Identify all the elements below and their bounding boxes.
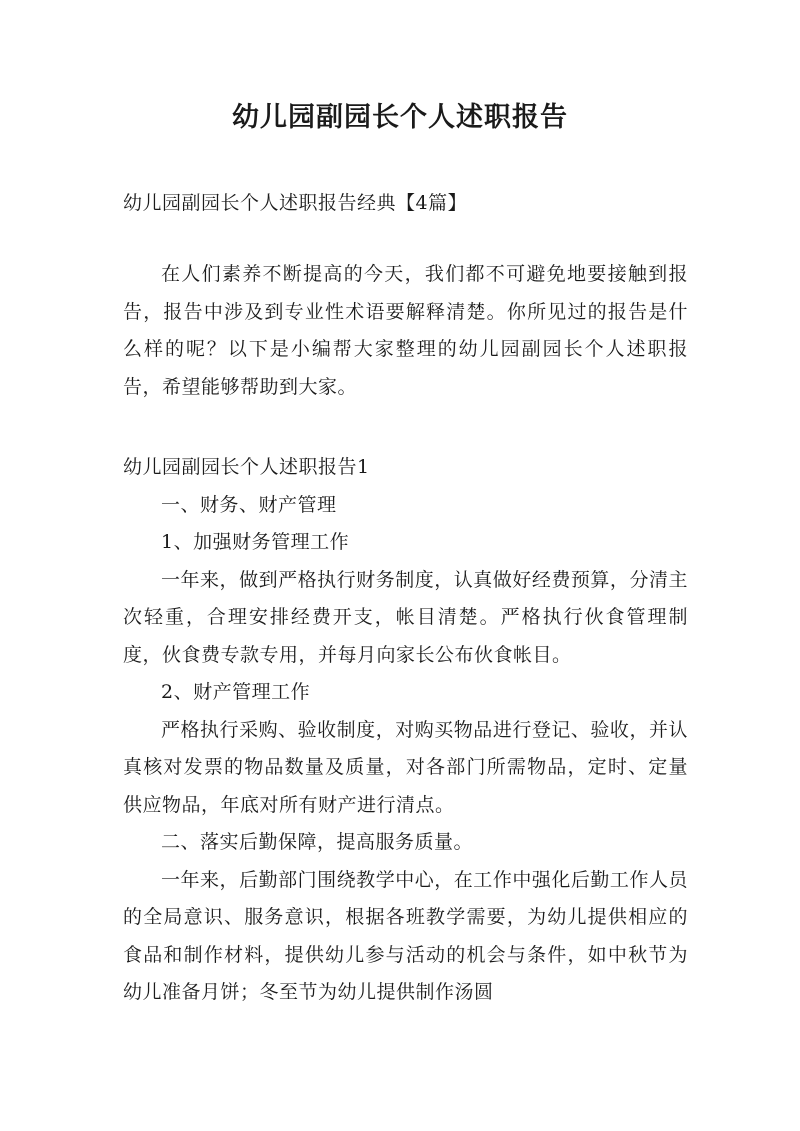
- subheading-finance-management: 1、加强财务管理工作: [161, 531, 350, 553]
- intro-paragraph: 在人们素养不断提高的今天，我们都不可避免地要接触到报告，报告中涉及到专业性术语要解释清楚。你所见过的报告是什么样的呢？以下是小编帮大家整理的幼儿园副园长个人述职报告，希望能够帮助到大家。: [123, 263, 688, 398]
- paragraph-finance-management: 一年来，做到严格执行财务制度，认真做好经费预算，分清主次轻重，合理安排经费开支，帐目清楚。严格执行伙食管理制度，伙食费专款专用，并每月向家长公布伙食帐目。: [123, 568, 688, 666]
- paragraph-logistics: 一年来，后勤部门围绕教学中心，在工作中强化后勤工作人员的全局意识、服务意识，根据各班教学需要，为幼儿提供相应的食品和制作材料，提供幼儿参与活动的机会与条件，如中秋节为幼儿准备月饼；冬至节为幼儿提供制作汤圆: [123, 868, 688, 1003]
- document-subtitle: 幼儿园副园长个人述职报告经典【4篇】: [123, 192, 468, 214]
- report-section-1: [123, 449, 688, 1012]
- heading-finance: 一、财务、财产管理: [161, 493, 337, 516]
- paragraph-property-management: 严格执行采购、验收制度，对购买物品进行登记、验收，并认真核对发票的物品数量及质量，对各部门所需物品，定时、定量供应物品，年底对所有财产进行清点。: [123, 718, 688, 816]
- subheading-property-management: 2、财产管理工作: [161, 681, 311, 703]
- heading-logistics: 二、落实后勤保障，提高服务质量。: [161, 831, 474, 853]
- document-title: 幼儿园副园长个人述职报告: [232, 102, 568, 133]
- section-heading: 幼儿园副园长个人述职报告1: [123, 456, 370, 478]
